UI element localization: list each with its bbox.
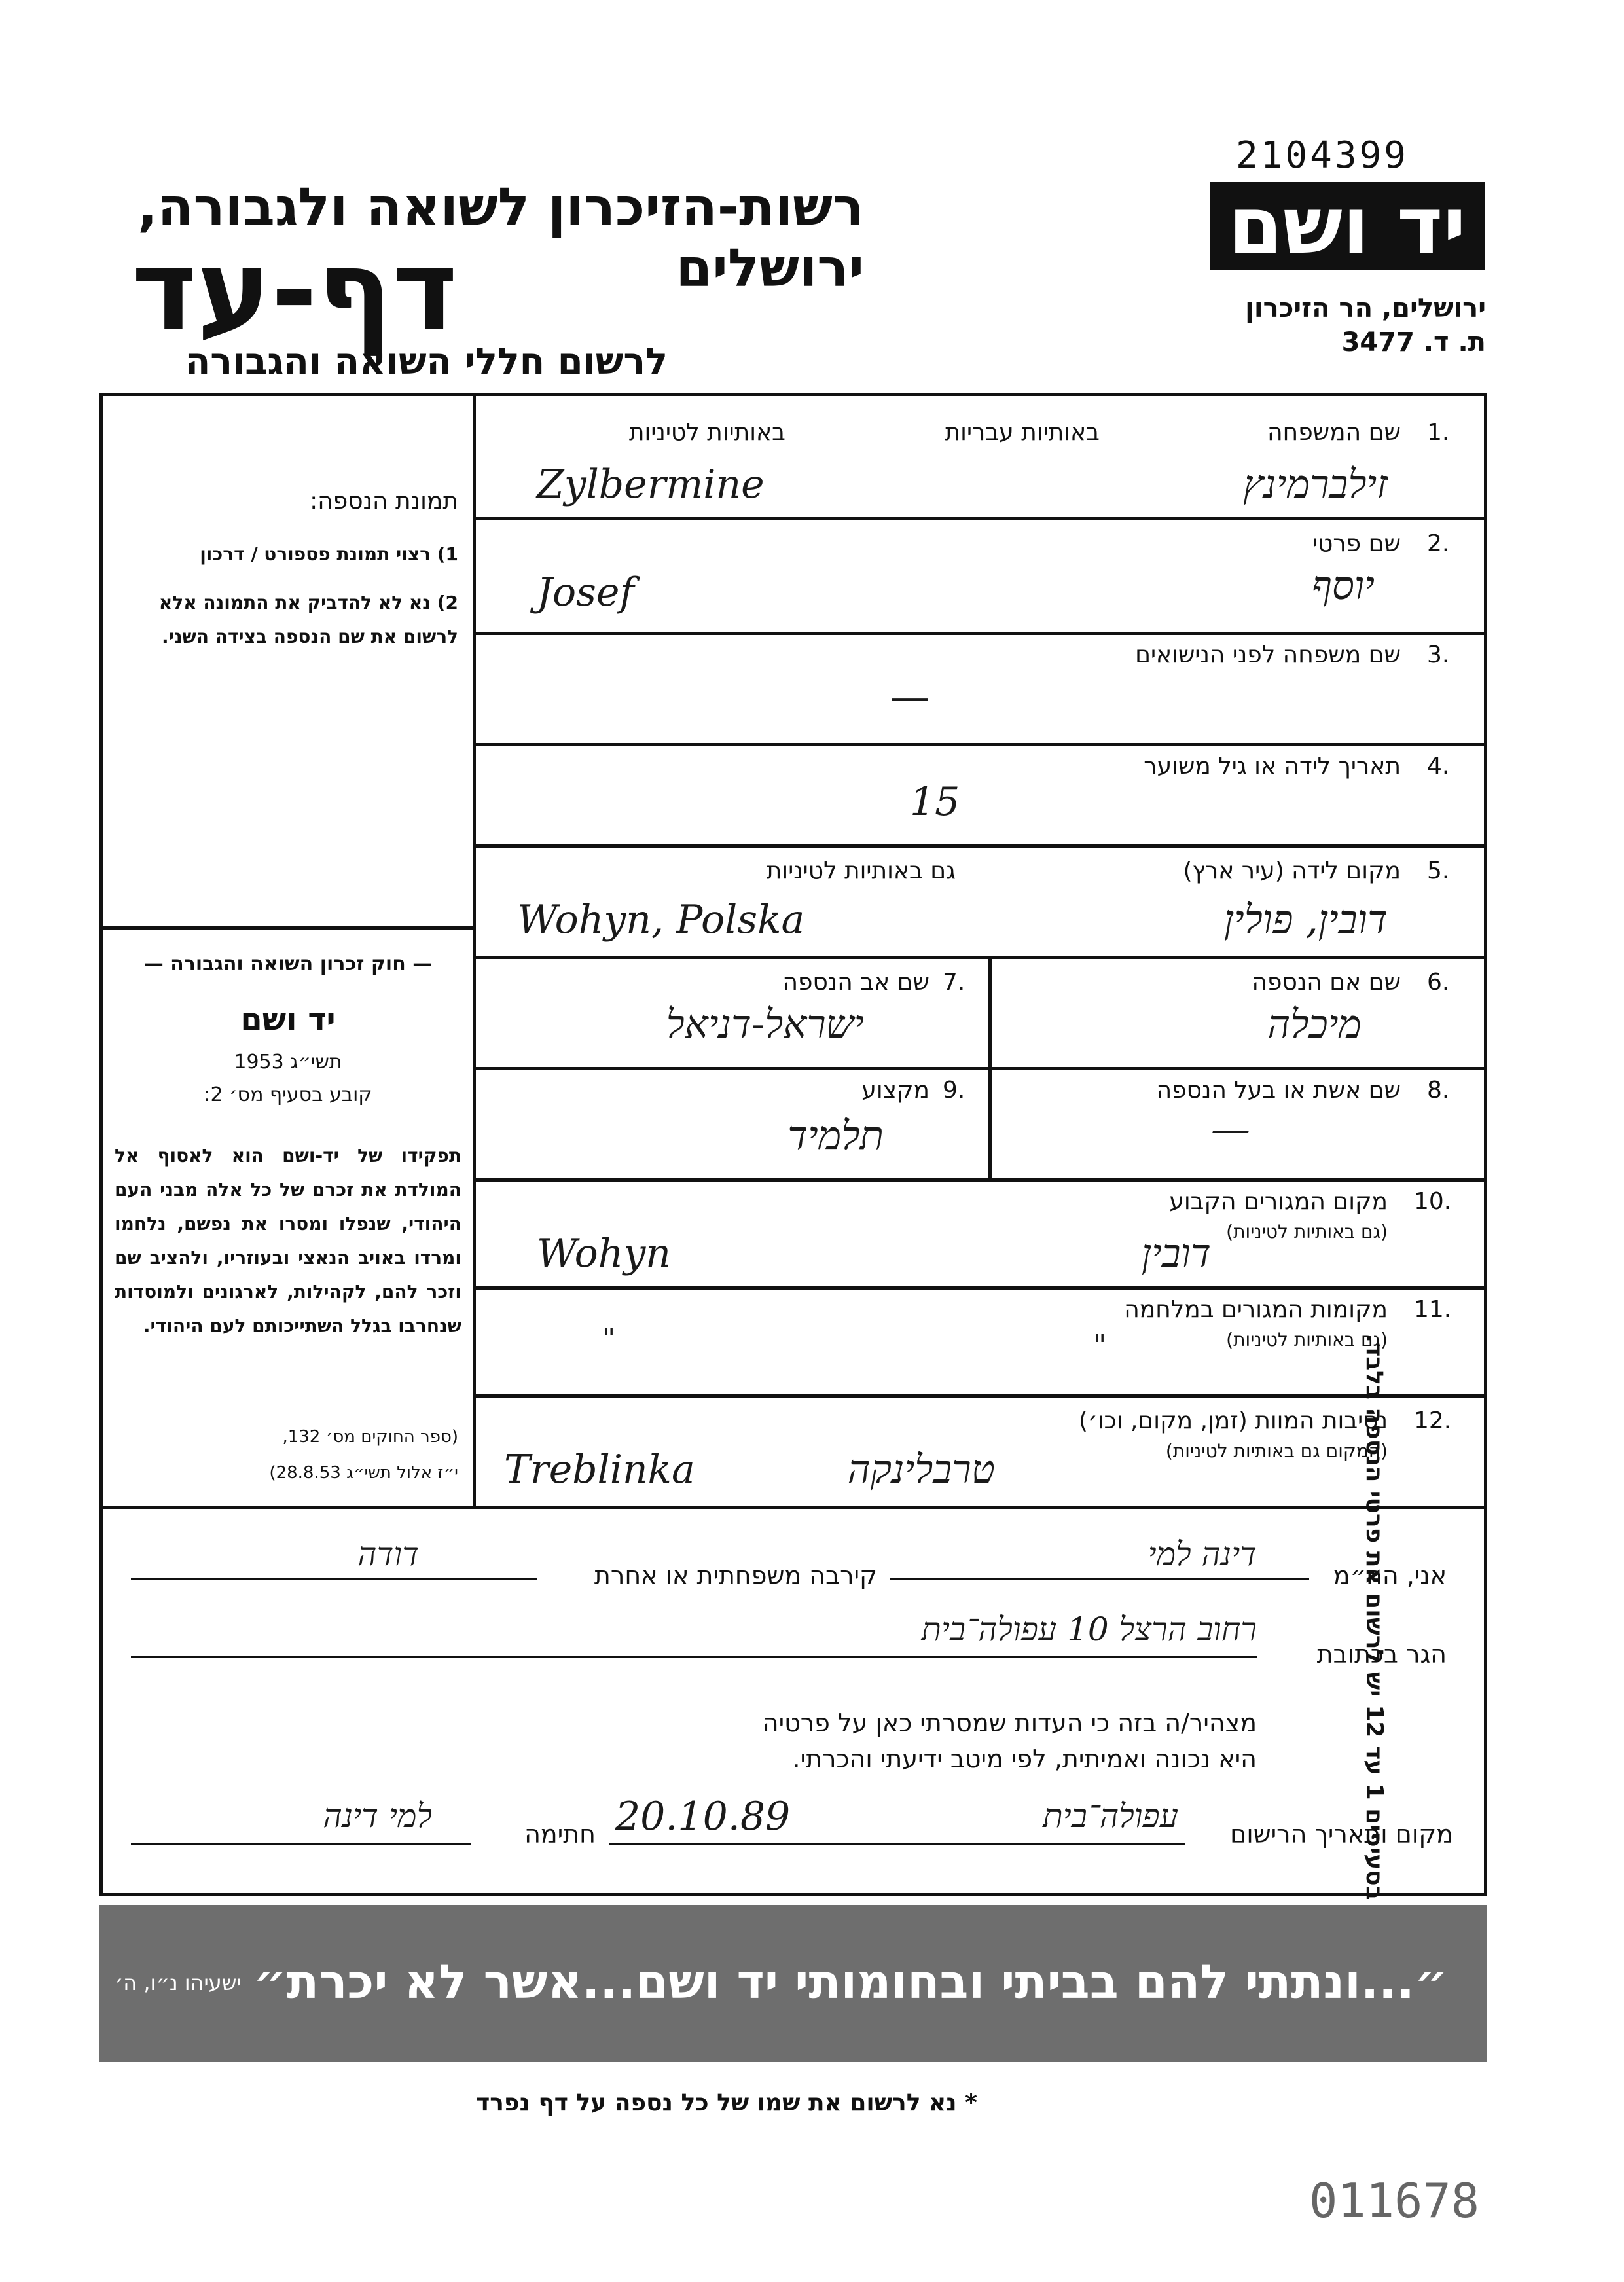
law-year: תשי״ג 1953 (234, 1051, 342, 1074)
first-name-hebrew: יוסף (1311, 563, 1375, 609)
row-divider (473, 844, 1487, 848)
law-name: יד ושם (240, 1002, 336, 1038)
photo-box-item1: 1) רצוי תמונת פספורט / דרכון (200, 543, 458, 565)
field-number: 2. (1427, 530, 1450, 557)
row-divider (473, 517, 1487, 520)
declarant-name: דינה למי (1147, 1535, 1257, 1573)
field-number: 8. (1427, 1077, 1450, 1104)
place-date-label: מקום ותאריך הרישום (1230, 1820, 1453, 1849)
address: ירושלים, הר הזיכרון (1245, 293, 1486, 323)
label-permanent-residence: מקום המגורים הקבוע (1169, 1188, 1388, 1215)
declarant-label: אני, הח״מ (1333, 1561, 1447, 1590)
archive-number: 011678 (1309, 2173, 1480, 2228)
label-birth-place: מקום לידה (עיר ארץ) (1183, 858, 1401, 884)
profession-value: תלמיד (787, 1113, 884, 1159)
permanent-residence-hebrew: דובין (1141, 1231, 1211, 1277)
yad-vashem-logo: יד ושם (1210, 182, 1485, 270)
field-number: 9. (943, 1077, 965, 1104)
signature-label: חתימה (524, 1820, 596, 1849)
wartime-residence-sublabel: (גם באותיות לטיניות) (1226, 1329, 1388, 1350)
relation-label: קירבה משפחתית או אחרת (594, 1561, 877, 1590)
statement-line-2: היא נכונה ואמיתית, לפי מיטב ידיעתי והכרתי. (792, 1745, 1257, 1773)
photo-box-item2: 2) נא לא להדביק את התמונה אלא לרשום את שם הנספה בצידה השני. (158, 592, 458, 647)
law-heading: — חוק זכרון השואה והגבורה — (143, 952, 433, 975)
birth-date-value: 15 (910, 779, 960, 825)
permanent-residence-sublabel: (גם באותיות לטיניות) (1226, 1221, 1388, 1242)
address-label: הגר בכתובת (1316, 1640, 1447, 1669)
label-birth-date: תאריך לידה או גיל משוער (1144, 753, 1401, 780)
label-wartime-residence: מקומות המגורים במלחמה (1124, 1296, 1388, 1323)
field-number: 10. (1414, 1188, 1452, 1215)
footnote: * נא לרשום את שמו של כל נספה על דף נפרד (476, 2090, 977, 2116)
label-family-name: שם המשפחה (1267, 419, 1401, 446)
father-name-value: ישראל-דניאל (666, 1002, 864, 1047)
column-divider (473, 393, 476, 1506)
maiden-name-value: — (890, 674, 929, 720)
row-divider (473, 1286, 1487, 1290)
statement-line-1: מצהיר/ה בזה כי העדות שמסרתי כאן על פרטיה (762, 1709, 1257, 1737)
field-number: 11. (1414, 1296, 1452, 1323)
row-divider (473, 956, 1487, 959)
cell-divider (988, 956, 992, 1178)
field-number: 1. (1427, 419, 1450, 446)
date-value: 20.10.89 (615, 1794, 791, 1839)
document-number: 2104399 (1236, 134, 1409, 177)
page-title: דף-עד (131, 226, 458, 356)
law-text: תפקידו של יד-ושם הוא לאסוף אל המולדת את זכרם של כל אלה מבני העם היהודי, שנפלו ומסרו את נפשם, נלחמו ומרדו באויב הנאצי ובעוזריו, ולהציב שם וזכר להם, לקהילות, לארגונים ולמוסדות שנחרבו בגלל השתייכותם לעם היהודי. (115, 1145, 461, 1337)
row-divider (473, 743, 1487, 746)
law-clause: קובע בסעיף מס׳ 2: (204, 1083, 372, 1106)
family-name-latin: Zylbermine (537, 462, 765, 507)
label-first-name: שם פרטי (1312, 530, 1401, 557)
place-value: עפולה־בית (1043, 1797, 1178, 1835)
birth-place-latin: Wohyn, Polska (517, 897, 805, 943)
row-divider (473, 632, 1487, 635)
birth-place-sublabel: גם באותיות לטיניות (766, 858, 956, 884)
label-spouse-name: שם אשת או בעל הנספה (1156, 1077, 1401, 1104)
family-name-hebrew: זילברמינץ (1243, 462, 1388, 507)
row-divider (473, 1067, 1487, 1070)
birth-place-hebrew: דובין, פולין (1223, 897, 1388, 943)
death-place-hebrew: טרבלינקה (847, 1447, 995, 1493)
header-latin: באותיות לטיניות (628, 419, 785, 446)
field-number: 12. (1414, 1407, 1452, 1434)
left-box-divider (99, 926, 473, 930)
row-divider (473, 1178, 1487, 1182)
permanent-residence-latin: Wohyn (537, 1231, 671, 1277)
label-father-name: שם אב הנספה (782, 969, 929, 996)
label-mother-name: שם אם הנספה (1252, 969, 1401, 996)
field-number: 5. (1427, 858, 1450, 884)
photo-box-title: תמונת הנספה: (310, 488, 458, 515)
law-source: (ספר החוקים מס׳ 132, (282, 1427, 458, 1447)
wartime-residence-latin: " (602, 1322, 616, 1356)
row-divider (473, 1394, 1487, 1398)
field-number: 7. (943, 969, 965, 996)
label-profession: מקצוע (861, 1077, 929, 1104)
side-note: בסעיפים 1 עד 12 יש לרשום את פרטי הנספה בלבד. (1361, 1333, 1388, 1900)
address-value: רחוב הרצל 10 עפולה־בית (921, 1610, 1257, 1648)
field-number: 3. (1427, 642, 1450, 668)
mother-name-value: מיכלה (1267, 1002, 1362, 1047)
page-subtitle: לרשום חללי השואה והגבורה (185, 340, 668, 383)
row-divider (99, 1506, 1487, 1509)
po-box: ת. ד. 3477 (1341, 327, 1486, 357)
header-hebrew: באותיות עבריות (945, 419, 1100, 446)
death-circumstances-sublabel: (המקום גם באותיות לטיניות) (1165, 1440, 1388, 1462)
death-place-latin: Treblinka (504, 1447, 695, 1493)
field-number: 6. (1427, 969, 1450, 996)
banner-quote: ״...ונתתי להם בביתי ובחומותי יד ושם...אשר לא יכרת״ (253, 1954, 1448, 2009)
first-name-latin: Josef (537, 570, 634, 615)
banner-source: ישעיהו נ״ו, ה׳ (115, 1970, 242, 1995)
signature-value: למי דינה (323, 1797, 432, 1835)
spouse-name-value: — (1211, 1106, 1250, 1152)
label-maiden-name: שם משפחה לפני הנישואים (1135, 642, 1401, 668)
law-date: י״ז אלול תשי״ג 28.8.53) (269, 1463, 458, 1483)
wartime-residence-hebrew: " (1093, 1329, 1107, 1362)
field-number: 4. (1427, 753, 1450, 780)
label-death-circumstances: נסיבות המוות (זמן, מקום, וכו׳) (1078, 1407, 1388, 1434)
relation-value: דודה (357, 1535, 419, 1573)
organization-name: רשות-הזיכרון לשואה ולגבורה, ירושלים (137, 177, 864, 299)
